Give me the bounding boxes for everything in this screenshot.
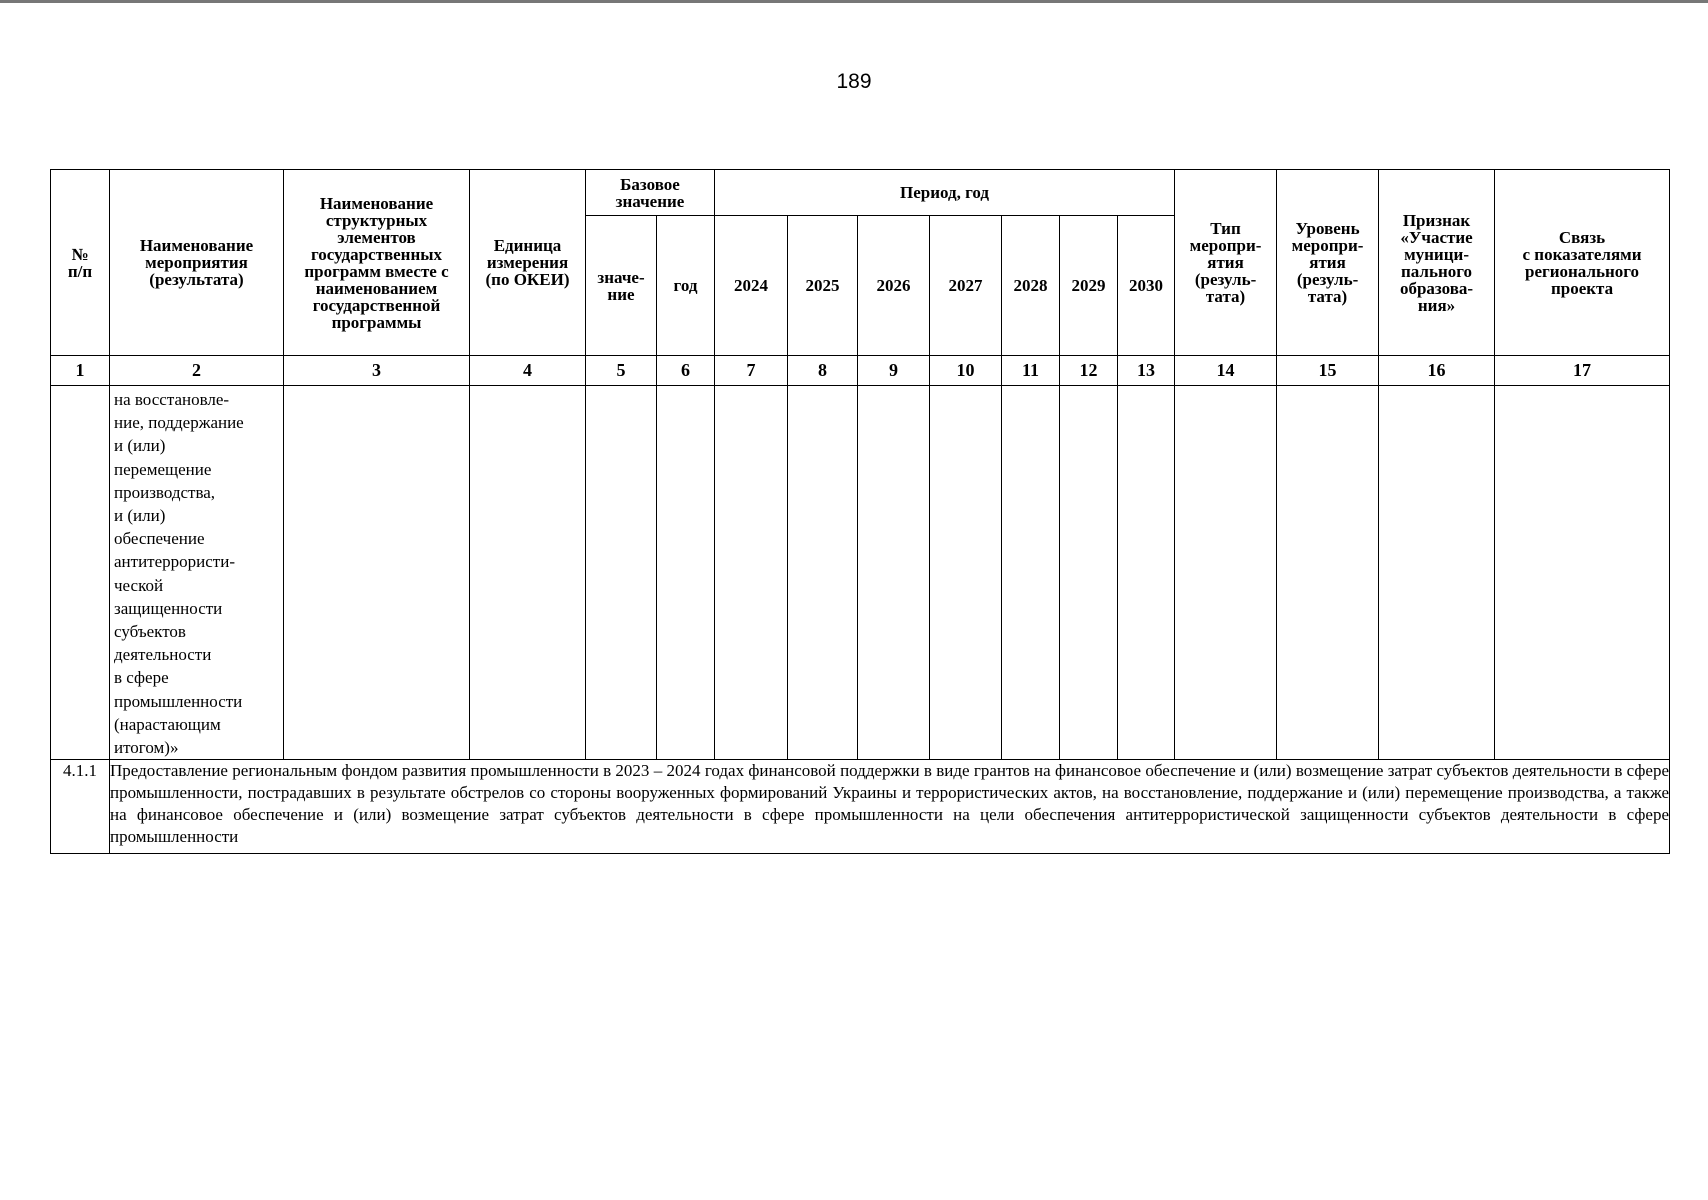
header-year-2025: 2025 [788,216,858,356]
column-number: 15 [1277,356,1379,386]
continued-number-cell [51,386,110,760]
column-number: 4 [470,356,586,386]
header-regional-project-link: Связь с показателями регионального проекта [1495,170,1670,356]
empty-cell [1379,386,1495,760]
empty-cell [1175,386,1277,760]
column-number: 7 [715,356,788,386]
header-number: № п/п [51,170,110,356]
empty-cell [1060,386,1118,760]
empty-cell [1002,386,1060,760]
header-base-value: значе- ние [586,216,657,356]
header-activity-level: Уровень меропри- ятия (резуль- тата) [1277,170,1379,356]
empty-cell [930,386,1002,760]
header-base-value-group: Базовое значение [586,170,715,216]
empty-cell [1495,386,1670,760]
empty-cell [657,386,715,760]
empty-cell [586,386,657,760]
empty-cell [1118,386,1175,760]
row-4-1-1 [51,760,1670,854]
header-activity-name: Наименование мероприятия (результата) [110,170,284,356]
header-structural-elements: Наименование структурных элементов государственных программ вместе с наименованием государственной программы [284,170,470,356]
empty-cell [470,386,586,760]
column-number: 6 [657,356,715,386]
header-year-2030: 2030 [1118,216,1175,356]
empty-cell [858,386,930,760]
column-number: 13 [1118,356,1175,386]
continued-activity-text: на восстановле- ние, поддержание и (или) перемещение производства, и (или) обеспечение антитеррористи- ческой защищенности субъектов деятельности в сфере промышленности (нарастающим итогом)» [114,390,244,758]
header-year-2029: 2029 [1060,216,1118,356]
column-number: 5 [586,356,657,386]
header-row-top [51,170,1670,216]
indicators-table [50,169,1670,854]
empty-cell [1277,386,1379,760]
header-activity-type: Тип меропри- ятия (резуль- тата) [1175,170,1277,356]
row-4-1-1-number: 4.1.1 [51,760,110,854]
row-4-1-1-text: Предоставление региональным фондом развития промышленности в 2023 – 2024 годах финансовой поддержки в виде грантов на финансовое обеспечение и (или) возмещение затрат субъектов деятельности в сфере промышленности, пострадавших в результате обстрелов со стороны вооруженных формирований Украины и террористических актов, на восстановление, поддержание и (или) перемещение производства, а также на финансовое обеспечение и (или) возмещение затрат субъектов деятельности в сфере промышленности на цели обеспечения антитеррористической защищенности субъектов деятельности в сфере промышленности [110,760,1670,854]
column-number: 3 [284,356,470,386]
column-number: 12 [1060,356,1118,386]
empty-cell [284,386,470,760]
page-number: 189 [836,70,872,93]
column-number: 16 [1379,356,1495,386]
top-scan-border [0,0,1708,3]
empty-cell [715,386,788,760]
column-number-row [51,356,1670,386]
column-number: 14 [1175,356,1277,386]
header-base-year: год [657,216,715,356]
empty-cell [788,386,858,760]
column-number: 11 [1002,356,1060,386]
header-unit: Единица измерения (по ОКЕИ) [470,170,586,356]
header-period-group: Период, год [715,170,1175,216]
column-number: 1 [51,356,110,386]
column-number: 10 [930,356,1002,386]
column-number: 2 [110,356,284,386]
header-year-2026: 2026 [858,216,930,356]
continued-activity-cell [110,386,284,760]
header-year-2027: 2027 [930,216,1002,356]
column-number: 8 [788,356,858,386]
column-number: 17 [1495,356,1670,386]
header-municipal-participation: Признак «Участие муници- пального образова- ния» [1379,170,1495,356]
header-year-2028: 2028 [1002,216,1060,356]
continued-row [51,386,1670,760]
header-year-2024: 2024 [715,216,788,356]
column-number: 9 [858,356,930,386]
